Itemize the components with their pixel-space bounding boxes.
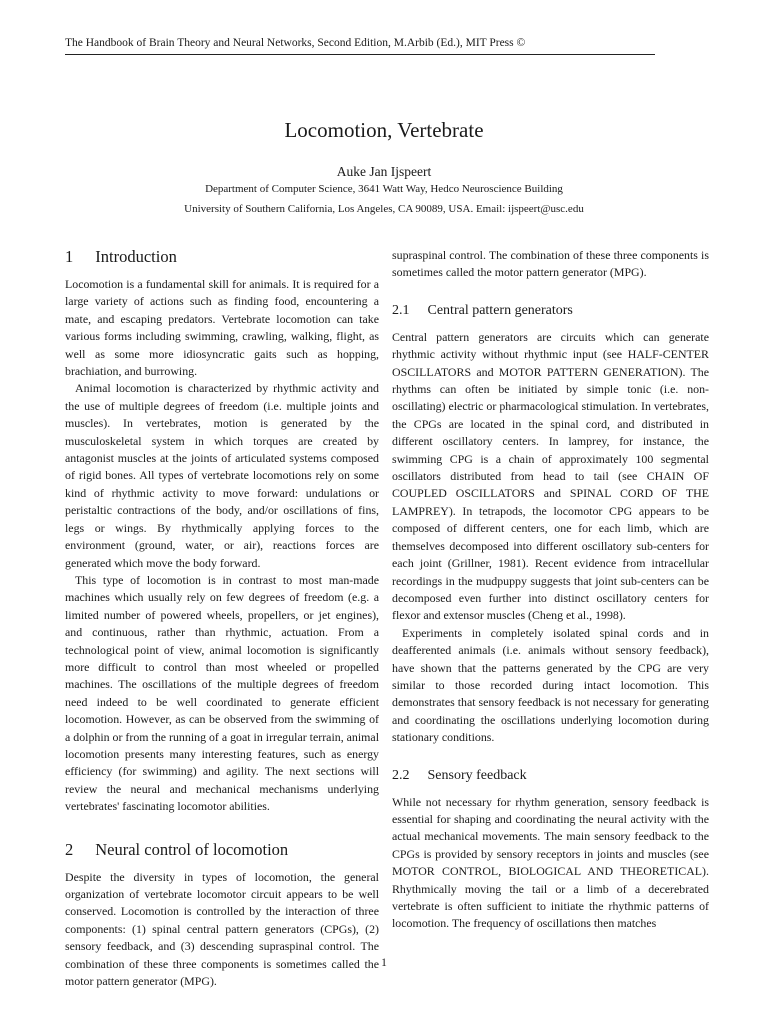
subsection-heading-sensory-feedback: [392, 767, 709, 785]
section-heading-neural-control: [65, 840, 379, 860]
section-number: 2: [65, 839, 74, 859]
left-column: [65, 247, 380, 989]
right-column: [392, 247, 709, 933]
author-name: Auke Jan Ijspeert: [336, 164, 432, 179]
subsection-heading-cpg: [392, 302, 709, 320]
paragraph: Despite the diversity in types of locomotion, the general organization of vertebrate locomotor circuit appears to be well conserved. Locomotion is controlled by the interaction of three components: (1) spinal central pattern generators (CPGs), (2) sensory feedback, and (3) descending supraspinal control. The combination of these three components is sometimes called the motor pattern generator (MPG).: [65, 869, 379, 989]
subsection-title: Sensory feedback: [427, 767, 527, 783]
affiliation-line-1: Department of Computer Science, 3641 Watt Way, Hedco Neuroscience Building: [205, 183, 563, 195]
spacer: [392, 282, 709, 302]
paragraph: Central pattern generators are circuits which can generate rhythmic activity without rhythmic input (see HALF-CENTER OSCILLATORS and MOTOR PATTERN GENERATION). The rhythms can often be initiated by simple tonic (i.e. non-oscillating) electric or pharmacological stimulation. In vertebrates, the CPGs are located in the spinal cord, and distributed in different oscillatory centers. In lamprey, for instance, the swimming CPG is a chain of approximately 100 segmental oscillators distributed from head to tail (see CHAIN OF COUPLED OSCILLATORS and SPINAL CORD OF THE LAMPREY). In tetrapods, the locomotor CPG appears to be composed of different centers, one for each limb, which are themselves decomposed into different oscillatory sub-centers for each joint (Grillner, 1981). Recent evidence from intracellular recordings in the mudpuppy suggests that joint sub-centers can be decomposed even further into distinct oscillatory centers for flexor and extensor muscles (Cheng et al., 1998).: [392, 329, 709, 623]
section-title: Neural control of locomotion: [95, 839, 289, 859]
subsection-title: Central pattern generators: [427, 302, 573, 318]
paragraph: While not necessary for rhythm generation, sensory feedback is essential for shaping and coordinating the neural activity with the actual mechanical movements. The main sensory feedback to the CPGs is provided by sensory receptors in joints and muscles (see MOTOR CONTROL, BIOLOGICAL AND THEORETICAL). Rhythmically moving the tail or a limb of a decerebrated vertebrate is often sufficient to initiate the rhythmic patterns of locomotion. The frequency of oscillations then matches: [392, 794, 709, 931]
header-rule: [65, 54, 655, 55]
paragraph: Experiments in completely isolated spinal cords and in deafferented animals (i.e. animals without sensory feedback), have shown that the patterns generated by the CPG are very similar to those recorded during intact locomotion. This demonstrates that sensory feedback is not necessary for generating and coordinating the oscillations underlying locomotion during stationary conditions.: [392, 625, 709, 745]
spacer: [392, 747, 709, 767]
paragraph-continuation: supraspinal control. The combination of these three components is sometimes called the motor pattern generator (MPG).: [392, 248, 709, 280]
paragraph: Locomotion is a fundamental skill for animals. It is required for a large variety of actions such as finding food, encountering a mate, and escaping predators. Vertebrate locomotion can take various forms including swimming, crawling, walking, flight, as well as some more idiosyncratic gaits such as hopping, brachiation, and burrowing.: [65, 277, 379, 379]
section-title: Introduction: [95, 247, 177, 266]
section-heading-introduction: [65, 247, 379, 267]
section-number: 1: [65, 247, 74, 266]
paragraph: This type of locomotion is in contrast to most man-made machines which usually rely on few degrees of freedom (e.g. a limited number of powered wheels, propellers, or jet engines), and continuous, rather than rhythmic, actuation. From a technological point of view, animal locomotion is significantly more difficult to control than most wheeled or propelled machines. The oscillations of the multiple degrees of freedom need indeed to be well coordinated to generate efficient locomotion. However, as can be observed from the swimming of a dolphin or from the running of a goat in irregular terrain, animal locomotion presents many interesting features, such as energy efficiency (for swimming) and agility. The next sections will review the neural and mechanical mechanisms underlying vertebrates' fascinating locomotor abilities.: [65, 572, 380, 814]
subsection-number: 2.2: [392, 767, 410, 783]
affiliation-line-2: University of Southern California, Los Angeles, CA 90089, USA. Email: ijspeert@usc.edu: [184, 203, 584, 215]
paper-title: Locomotion, Vertebrate: [284, 118, 484, 142]
running-head: The Handbook of Brain Theory and Neural Networks, Second Edition, M.Arbib (Ed.), MIT Press ©: [65, 37, 526, 49]
page-number: 1: [381, 957, 387, 969]
subsection-number: 2.1: [392, 302, 410, 318]
spacer: [65, 816, 379, 840]
paragraph: Animal locomotion is characterized by rhythmic activity and the use of multiple degrees of freedom (i.e. multiple joints and muscles). In vertebrates, motion is generated by the musculoskeletal system in which torques are created by antagonist muscles at the joints of articulated systems composed of rigid bones. All types of vertebrate locomotions rely on some kind of rhythmic activity to move forward: undulations or peristaltic contractions of the body, and/or oscillations of fins, legs or wings. By rhythmically applying forces to the environment (ground, water, or air), reactions forces are generated which move the body forward.: [65, 381, 379, 570]
